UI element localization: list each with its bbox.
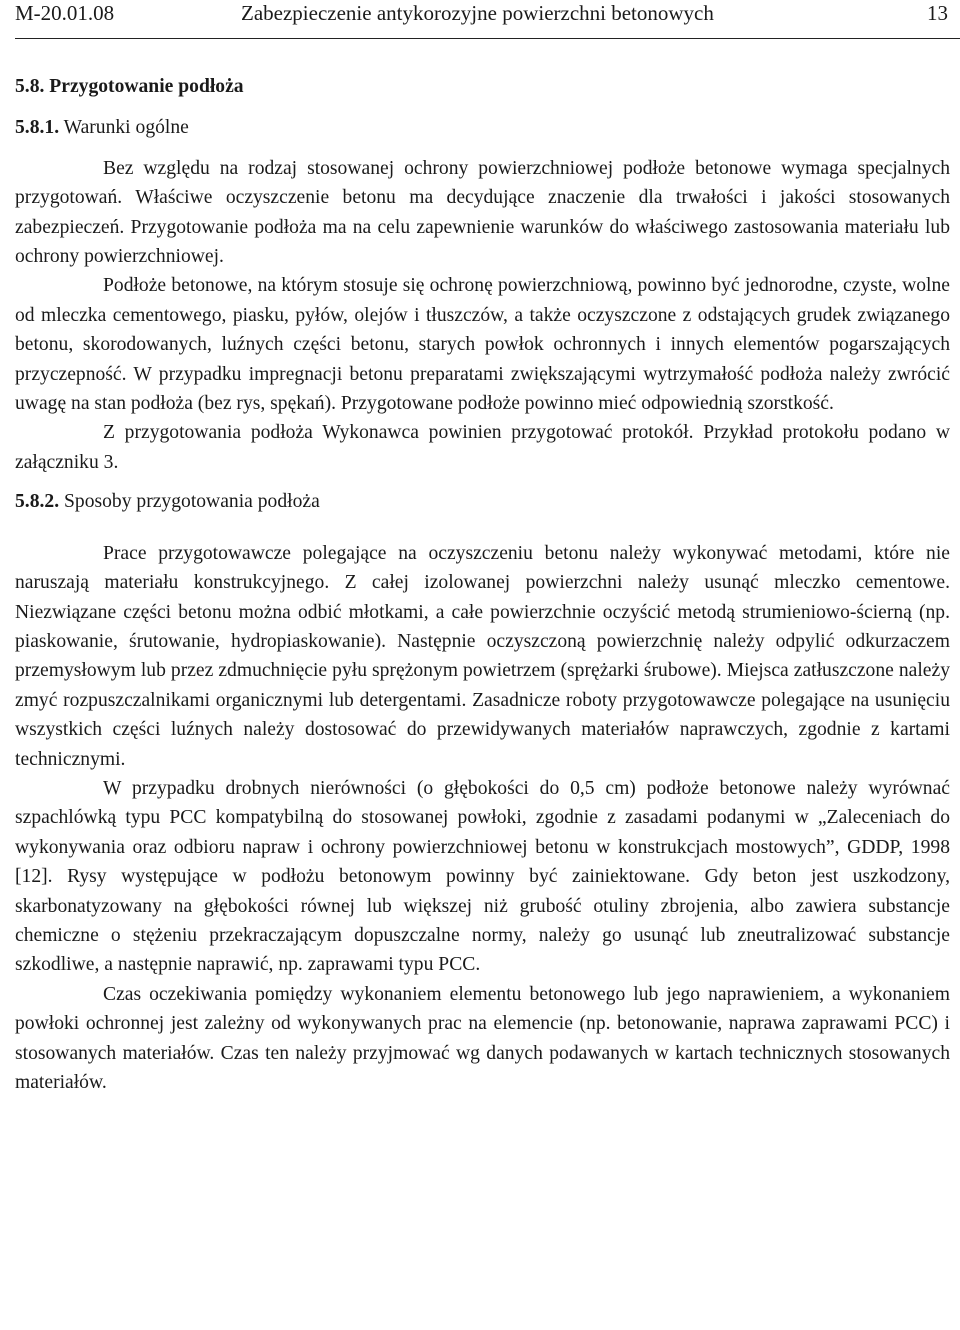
paragraph: Prace przygotowawcze polegające na oczyszczeniu betonu należy wykonywać metodami, które nie naruszają materiału konstrukcyjnego. Z całej izolowanej powierzchni należy usunąć mleczko cementowe. Niezwiązane części betonu można odbić młotkami, a całe powierzchnie oczyścić metodą strumieniowo-ścierną (np. piaskowanie, śrutowanie, hydropiaskowanie). Następnie oczyszczoną powierzchnię należy odpylić odkurzaczem przemysłowym lub przez zdmuchnięcie pyłu sprężonym powietrzem (sprężarki śrubowe). Miejsca zatłuszczone należy zmyć rozpuszczalnikami organicznymi lub detergentami. Zasadnicze roboty przygotowawcze polegające na usunięciu wszystkich części luźnych należy dostosować do przewidywanych materiałów naprawczych, zgodnie z kartami technicznymi. [15,542,950,770]
paragraph: Czas oczekiwania pomiędzy wykonaniem elementu betonowego lub jego naprawieniem, a wykonaniem powłoki ochronnej jest zależny od wykonywanych prac na elemencie (np. betonowanie, naprawa zaprawami PCC) i stosowanych materiałów. Czas ten należy przyjmować wg danych podawanych w kartach technicznych stosowanych materiałów. [15,983,950,1093]
header-divider [15,38,960,39]
document-code: M-20.01.08 [15,1,115,25]
section-number: 5.8.2. [15,491,60,513]
section-title: Warunki ogólne [63,117,189,139]
section-number: 5.8.1. [15,117,60,139]
paragraph: Z przygotowania podłoża Wykonawca powinien przygotować protokół. Przykład protokołu podano w załączniku 3. [15,422,950,473]
page-header [15,0,960,32]
paragraph: W przypadku drobnych nierówności (o głębokości do 0,5 cm) podłoże betonowe należy wyrównać szpachlówką typu PCC kompatybilną do stosowanej powłoki, zgodnie z zasadami podanymi w „Zaleceniach do wykonywania oraz odbioru napraw i ochrony powierzchniowej betonu w konstrukcjach mostowych”, GDDP, 1998 [12]. Rysy występujące w podłożu betonowym powinny być zainiektowane. Gdy beton jest uszkodzony, skarbonatyzowany na głębokości równej lub większej niż grubość otuliny zbrojenia, albo zawiera substancje chemiczne o stężeniu przekraczającym dopuszczalne normy, należy go usunąć lub zneutralizować substancje szkodliwe, a następnie naprawić, np. zaprawami typu PCC. [15,777,950,976]
document-body [15,72,950,1097]
section-title: Sposoby przygotowania podłoża [64,491,320,513]
paragraph: Podłoże betonowe, na którym stosuje się ochronę powierzchniową, powinno być jednorodne, czyste, wolne od mleczka cementowego, piasku, pyłów, olejów i tłuszczów, a także oczyszczone z odstających grudek związanego betonu, skorodowanych, luźnych części betonu, starych powłok ochronnych i innych elementów pogarszających przyczepność. W przypadku impregnacji betonu preparatami zwiększającymi wytrzymałość podłoża należy zwrócić uwagę na stan podłoża (bez rys, spękań). Przygotowane podłoże powinno mieć odpowiednią szorstkość. [15,275,950,415]
page-number: 13 [927,1,948,25]
section-heading-5-8: 5.8. Przygotowanie podłoża [15,76,244,97]
section-heading-5-8-2 [15,487,950,516]
paragraph: Bez względu na rodzaj stosowanej ochrony powierzchniowej podłoże betonowe wymaga specjalnych przygotowań. Właściwe oczyszczenie betonu ma decydujące znaczenie dla trwałości i jakości stosowanych zabezpieczeń. Przygotowanie podłoża ma na celu zapewnienie warunków do właściwego zastosowania materiału lub ochrony powierzchniowej. [15,157,950,268]
document-title: Zabezpieczenie antykorozyjne powierzchni betonowych [241,1,714,25]
section-heading-5-8-1 [15,113,950,142]
